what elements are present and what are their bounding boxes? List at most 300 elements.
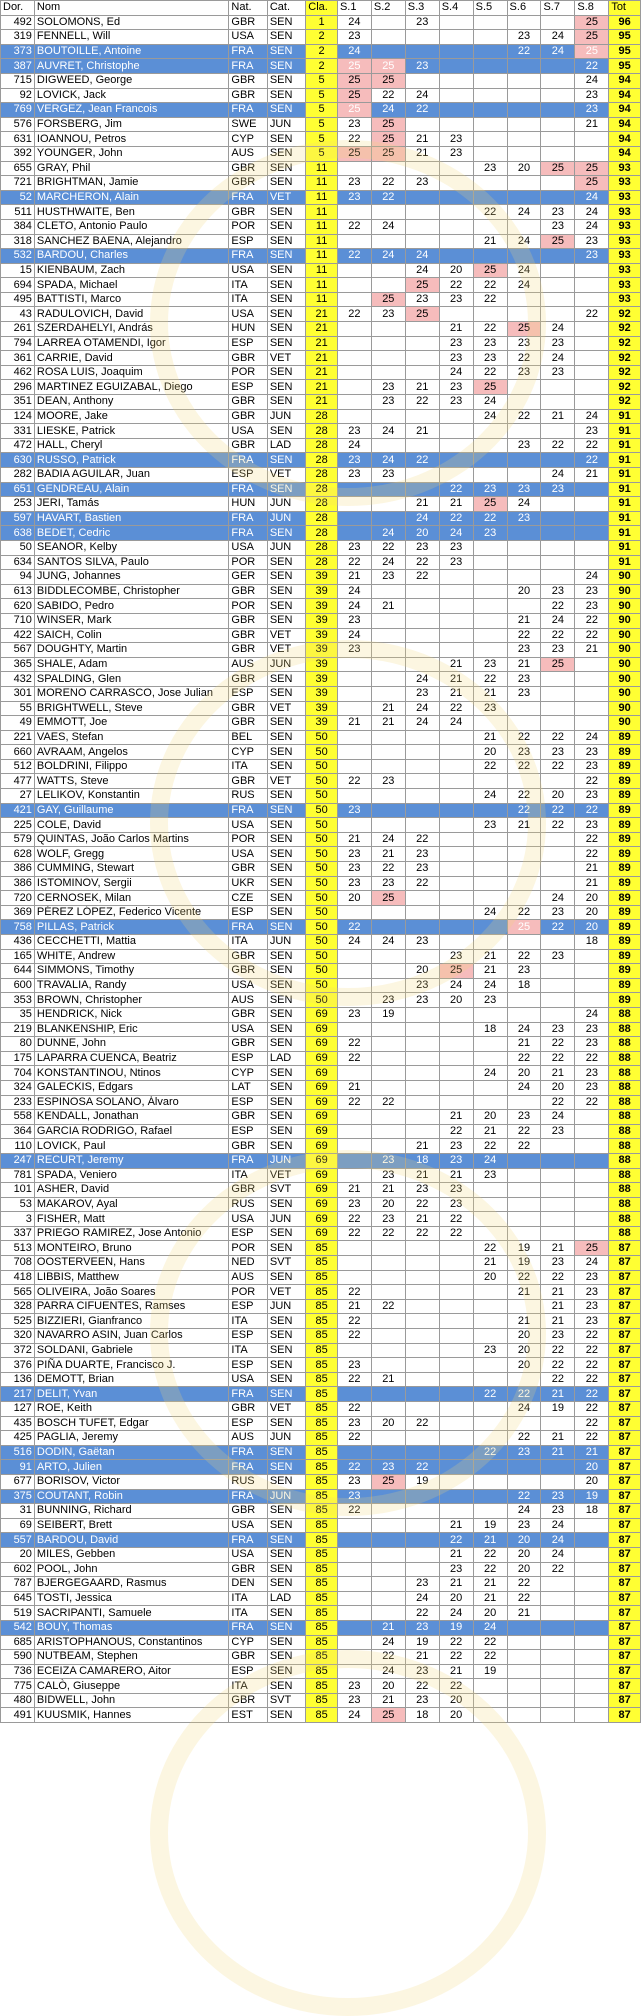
total-cell: 91 [609, 438, 641, 453]
series-score-cell [473, 73, 507, 88]
name-cell: CALÒ, Giuseppe [34, 1679, 228, 1694]
rank-cell: 11 [306, 205, 338, 220]
rank-cell: 28 [306, 526, 338, 541]
series-score-cell: 23 [541, 1124, 575, 1139]
category-cell: SEN [267, 249, 305, 264]
series-score-cell: 23 [575, 818, 609, 833]
series-score-cell [473, 876, 507, 891]
header-row [1, 1, 641, 16]
series-score-cell [507, 1460, 541, 1475]
category-cell: LAD [267, 438, 305, 453]
series-score-cell [371, 1562, 405, 1577]
bib-number-cell: 94 [1, 570, 35, 585]
name-cell: IOANNOU, Petros [34, 132, 228, 147]
series-score-cell [371, 686, 405, 701]
series-score-cell: 23 [507, 1110, 541, 1125]
bib-number-cell: 217 [1, 1387, 35, 1402]
series-score-cell: 22 [439, 1124, 473, 1139]
series-score-cell [507, 1007, 541, 1022]
nationality-cell: FRA [229, 1460, 267, 1475]
series-score-cell: 23 [337, 176, 371, 191]
category-cell: JUN [267, 1489, 305, 1504]
table-row [1, 1591, 641, 1606]
series-score-cell [405, 1051, 439, 1066]
series-score-cell: 23 [337, 1474, 371, 1489]
total-cell: 89 [609, 949, 641, 964]
series-score-cell [473, 1080, 507, 1095]
series-score-cell [371, 818, 405, 833]
series-score-cell: 22 [541, 1372, 575, 1387]
series-score-cell [541, 1606, 575, 1621]
total-cell: 93 [609, 219, 641, 234]
table-row [1, 759, 641, 774]
table-row [1, 409, 641, 424]
series-score-cell [439, 409, 473, 424]
total-cell: 87 [609, 1679, 641, 1694]
nationality-cell: GBR [229, 964, 267, 979]
rank-cell: 85 [306, 1445, 338, 1460]
series-score-cell [337, 1606, 371, 1621]
category-cell: VET [267, 468, 305, 483]
series-score-cell [541, 292, 575, 307]
series-score-cell [473, 891, 507, 906]
series-score-cell [337, 949, 371, 964]
series-score-cell: 24 [337, 438, 371, 453]
nationality-cell: USA [229, 1372, 267, 1387]
rank-cell: 85 [306, 1285, 338, 1300]
table-row [1, 920, 641, 935]
series-score-cell: 23 [371, 876, 405, 891]
series-score-cell: 20 [473, 1110, 507, 1125]
series-score-cell: 21 [507, 1285, 541, 1300]
series-score-cell: 24 [507, 278, 541, 293]
series-score-cell: 24 [541, 468, 575, 483]
header-cell: S.4 [439, 1, 473, 16]
nationality-cell: USA [229, 1518, 267, 1533]
series-score-cell [337, 1124, 371, 1139]
series-score-cell: 24 [371, 103, 405, 118]
series-score-cell: 23 [337, 117, 371, 132]
series-score-cell [575, 716, 609, 731]
series-score-cell: 23 [473, 1168, 507, 1183]
series-score-cell [371, 278, 405, 293]
series-score-cell [541, 424, 575, 439]
nationality-cell: FRA [229, 249, 267, 264]
series-score-cell: 22 [507, 1124, 541, 1139]
rank-cell: 5 [306, 103, 338, 118]
table-row [1, 1606, 641, 1621]
name-cell: SZERDAHELYI, András [34, 322, 228, 337]
table-row [1, 803, 641, 818]
series-score-cell: 24 [507, 497, 541, 512]
series-score-cell [575, 1664, 609, 1679]
series-score-cell: 24 [541, 1533, 575, 1548]
series-score-cell: 23 [575, 1285, 609, 1300]
series-score-cell: 24 [575, 1256, 609, 1271]
series-score-cell [405, 628, 439, 643]
series-score-cell [541, 1664, 575, 1679]
bib-number-cell: 49 [1, 716, 35, 731]
nationality-cell: POR [229, 832, 267, 847]
series-score-cell [439, 88, 473, 103]
series-score-cell [405, 1533, 439, 1548]
nationality-cell: FRA [229, 1533, 267, 1548]
series-score-cell: 24 [507, 1022, 541, 1037]
series-score-cell [337, 1635, 371, 1650]
rank-cell: 21 [306, 351, 338, 366]
series-score-cell: 24 [507, 263, 541, 278]
series-score-cell: 23 [371, 1168, 405, 1183]
name-cell: BIDWELL, John [34, 1693, 228, 1708]
series-score-cell: 22 [541, 1562, 575, 1577]
series-score-cell: 19 [507, 1241, 541, 1256]
bib-number-cell: 282 [1, 468, 35, 483]
name-cell: RADULOVICH, David [34, 307, 228, 322]
category-cell: SEN [267, 1664, 305, 1679]
total-cell: 88 [609, 1212, 641, 1227]
category-cell: JUN [267, 540, 305, 555]
series-score-cell: 21 [575, 468, 609, 483]
series-score-cell [439, 730, 473, 745]
series-score-cell [439, 103, 473, 118]
series-score-cell [507, 1620, 541, 1635]
bib-number-cell: 418 [1, 1270, 35, 1285]
series-score-cell: 23 [337, 30, 371, 45]
series-score-cell [405, 205, 439, 220]
series-score-cell: 19 [507, 1256, 541, 1271]
series-score-cell: 21 [439, 672, 473, 687]
table-row [1, 205, 641, 220]
bib-number-cell: 557 [1, 1533, 35, 1548]
rank-cell: 2 [306, 59, 338, 74]
series-score-cell [541, 1591, 575, 1606]
total-cell: 93 [609, 249, 641, 264]
series-score-cell [575, 1591, 609, 1606]
name-cell: NAVARRO ASIN, Juan Carlos [34, 1329, 228, 1344]
header-cell: S.6 [507, 1, 541, 16]
header-cell: Nom [34, 1, 228, 16]
bib-number-cell: 80 [1, 1037, 35, 1052]
series-score-cell [405, 1562, 439, 1577]
series-score-cell [337, 672, 371, 687]
nationality-cell: GBR [229, 88, 267, 103]
series-score-cell [507, 570, 541, 585]
bib-number-cell: 384 [1, 219, 35, 234]
category-cell: SEN [267, 1197, 305, 1212]
nationality-cell: ITA [229, 1591, 267, 1606]
series-score-cell: 24 [541, 891, 575, 906]
nationality-cell: AUS [229, 1270, 267, 1285]
series-score-cell [473, 1431, 507, 1446]
category-cell: SEN [267, 905, 305, 920]
series-score-cell: 25 [371, 1474, 405, 1489]
total-cell: 95 [609, 44, 641, 59]
total-cell: 90 [609, 584, 641, 599]
category-cell: SEN [267, 395, 305, 410]
series-score-cell [337, 657, 371, 672]
series-score-cell: 22 [439, 701, 473, 716]
series-score-cell: 25 [507, 322, 541, 337]
series-score-cell: 21 [541, 1241, 575, 1256]
series-score-cell: 25 [575, 161, 609, 176]
series-score-cell [473, 555, 507, 570]
total-cell: 87 [609, 1387, 641, 1402]
series-score-cell [575, 351, 609, 366]
name-cell: ROE, Keith [34, 1402, 228, 1417]
series-score-cell [575, 1533, 609, 1548]
rank-cell: 50 [306, 876, 338, 891]
category-cell: JUN [267, 657, 305, 672]
series-score-cell [337, 1270, 371, 1285]
series-score-cell: 23 [337, 847, 371, 862]
series-score-cell [473, 847, 507, 862]
series-score-cell [507, 1168, 541, 1183]
series-score-cell [337, 351, 371, 366]
series-score-cell [337, 161, 371, 176]
series-score-cell [439, 1460, 473, 1475]
series-score-cell: 23 [473, 701, 507, 716]
category-cell: VET [267, 628, 305, 643]
total-cell: 94 [609, 146, 641, 161]
series-score-cell [575, 482, 609, 497]
name-cell: LIESKE, Patrick [34, 424, 228, 439]
nationality-cell: ESP [229, 1051, 267, 1066]
category-cell: SEN [267, 1007, 305, 1022]
series-score-cell: 23 [507, 643, 541, 658]
bib-number-cell: 715 [1, 73, 35, 88]
nationality-cell: FRA [229, 103, 267, 118]
series-score-cell [439, 205, 473, 220]
series-score-cell [575, 322, 609, 337]
name-cell: MOORE, Jake [34, 409, 228, 424]
series-score-cell [439, 774, 473, 789]
series-score-cell [473, 1007, 507, 1022]
series-score-cell: 23 [405, 993, 439, 1008]
series-score-cell: 20 [405, 526, 439, 541]
bib-number-cell: 532 [1, 249, 35, 264]
series-score-cell [439, 438, 473, 453]
series-score-cell: 22 [405, 1416, 439, 1431]
series-score-cell: 21 [405, 1139, 439, 1154]
series-score-cell: 23 [405, 1693, 439, 1708]
category-cell: SEN [267, 891, 305, 906]
category-cell: SEN [267, 1460, 305, 1475]
nationality-cell: ESP [229, 1329, 267, 1344]
series-score-cell: 23 [337, 1679, 371, 1694]
rank-cell: 85 [306, 1518, 338, 1533]
bib-number-cell: 511 [1, 205, 35, 220]
rank-cell: 39 [306, 701, 338, 716]
series-score-cell [439, 234, 473, 249]
series-score-cell: 22 [575, 1372, 609, 1387]
bib-number-cell: 758 [1, 920, 35, 935]
series-score-cell: 22 [439, 1533, 473, 1548]
series-score-cell [405, 584, 439, 599]
bib-number-cell: 110 [1, 1139, 35, 1154]
series-score-cell [439, 1241, 473, 1256]
rank-cell: 50 [306, 789, 338, 804]
series-score-cell [405, 1547, 439, 1562]
nationality-cell: POR [229, 1241, 267, 1256]
series-score-cell: 24 [371, 526, 405, 541]
category-cell: SEN [267, 30, 305, 45]
series-score-cell: 20 [507, 1329, 541, 1344]
series-score-cell [371, 30, 405, 45]
table-row [1, 1051, 641, 1066]
series-score-cell [371, 1022, 405, 1037]
series-score-cell [405, 1095, 439, 1110]
series-score-cell: 23 [371, 1153, 405, 1168]
rank-cell: 21 [306, 336, 338, 351]
table-row [1, 1037, 641, 1052]
series-score-cell [337, 526, 371, 541]
series-score-cell: 21 [337, 1299, 371, 1314]
series-score-cell: 21 [439, 686, 473, 701]
series-score-cell: 24 [337, 44, 371, 59]
series-score-cell [541, 307, 575, 322]
total-cell: 95 [609, 30, 641, 45]
series-score-cell [439, 584, 473, 599]
series-score-cell: 23 [541, 219, 575, 234]
series-score-cell: 24 [439, 978, 473, 993]
series-score-cell: 24 [575, 1007, 609, 1022]
series-score-cell [371, 1358, 405, 1373]
series-score-cell: 25 [371, 117, 405, 132]
nationality-cell: GBR [229, 1650, 267, 1665]
category-cell: SEN [267, 672, 305, 687]
rank-cell: 85 [306, 1620, 338, 1635]
series-score-cell: 23 [337, 803, 371, 818]
table-row [1, 1241, 641, 1256]
series-score-cell [439, 1080, 473, 1095]
name-cell: BOUY, Thomas [34, 1620, 228, 1635]
table-row [1, 643, 641, 658]
category-cell: SEN [267, 453, 305, 468]
nationality-cell: ITA [229, 1314, 267, 1329]
bib-number-cell: 462 [1, 365, 35, 380]
series-score-cell: 23 [541, 905, 575, 920]
total-cell: 88 [609, 1226, 641, 1241]
total-cell: 91 [609, 482, 641, 497]
table-row [1, 1708, 641, 1723]
series-score-cell: 23 [337, 613, 371, 628]
series-score-cell: 25 [371, 1708, 405, 1723]
series-score-cell: 22 [507, 1270, 541, 1285]
series-score-cell [337, 1445, 371, 1460]
series-score-cell [507, 176, 541, 191]
table-row [1, 774, 641, 789]
category-cell: SEN [267, 1124, 305, 1139]
table-row [1, 1124, 641, 1139]
series-score-cell: 22 [575, 1051, 609, 1066]
series-score-cell: 20 [507, 1533, 541, 1548]
nationality-cell: USA [229, 1547, 267, 1562]
name-cell: PAGLIA, Jeremy [34, 1431, 228, 1446]
header-cell: Dor. [1, 1, 35, 16]
series-score-cell: 24 [439, 526, 473, 541]
table-row [1, 1679, 641, 1694]
series-score-cell [439, 190, 473, 205]
series-score-cell: 22 [473, 672, 507, 687]
series-score-cell: 23 [473, 1343, 507, 1358]
total-cell: 94 [609, 117, 641, 132]
total-cell: 93 [609, 190, 641, 205]
series-score-cell: 22 [541, 1343, 575, 1358]
header-cell: Nat. [229, 1, 267, 16]
series-score-cell [371, 1080, 405, 1095]
total-cell: 88 [609, 1168, 641, 1183]
header-cell: S.3 [405, 1, 439, 16]
series-score-cell [337, 993, 371, 1008]
series-score-cell: 23 [337, 453, 371, 468]
series-score-cell [371, 1329, 405, 1344]
table-row [1, 15, 641, 30]
nationality-cell: GBR [229, 1402, 267, 1417]
series-score-cell: 22 [575, 1402, 609, 1417]
rank-cell: 11 [306, 292, 338, 307]
series-score-cell: 22 [337, 1460, 371, 1475]
series-score-cell: 25 [575, 30, 609, 45]
series-score-cell: 22 [507, 905, 541, 920]
nationality-cell: FRA [229, 1445, 267, 1460]
total-cell: 91 [609, 468, 641, 483]
series-score-cell: 22 [575, 1431, 609, 1446]
series-score-cell: 22 [337, 1095, 371, 1110]
series-score-cell: 23 [541, 482, 575, 497]
series-score-cell [439, 862, 473, 877]
series-score-cell [507, 380, 541, 395]
series-score-cell [473, 453, 507, 468]
table-row [1, 1212, 641, 1227]
name-cell: SANCHEZ BAENA, Alejandro [34, 234, 228, 249]
category-cell: SEN [267, 1577, 305, 1592]
series-score-cell [575, 964, 609, 979]
series-score-cell [575, 380, 609, 395]
total-cell: 87 [609, 1577, 641, 1592]
series-score-cell [371, 1489, 405, 1504]
total-cell: 87 [609, 1547, 641, 1562]
rank-cell: 85 [306, 1299, 338, 1314]
nationality-cell: ITA [229, 1343, 267, 1358]
series-score-cell [371, 1314, 405, 1329]
series-score-cell [575, 1650, 609, 1665]
series-score-cell: 25 [575, 44, 609, 59]
rank-cell: 85 [306, 1358, 338, 1373]
series-score-cell: 24 [337, 15, 371, 30]
nationality-cell: GBR [229, 438, 267, 453]
table-row [1, 234, 641, 249]
series-score-cell: 22 [405, 1606, 439, 1621]
series-score-cell: 23 [541, 205, 575, 220]
rank-cell: 39 [306, 599, 338, 614]
rank-cell: 28 [306, 482, 338, 497]
series-score-cell [337, 263, 371, 278]
series-score-cell [405, 643, 439, 658]
category-cell: SEN [267, 730, 305, 745]
series-score-cell [473, 1460, 507, 1475]
series-score-cell: 21 [507, 1037, 541, 1052]
series-score-cell [371, 205, 405, 220]
series-score-cell: 25 [371, 73, 405, 88]
series-score-cell: 23 [337, 424, 371, 439]
series-score-cell: 23 [439, 336, 473, 351]
series-score-cell [371, 15, 405, 30]
series-score-cell [337, 1577, 371, 1592]
table-row [1, 307, 641, 322]
series-score-cell [507, 1183, 541, 1198]
series-score-cell [541, 964, 575, 979]
series-score-cell: 22 [371, 190, 405, 205]
